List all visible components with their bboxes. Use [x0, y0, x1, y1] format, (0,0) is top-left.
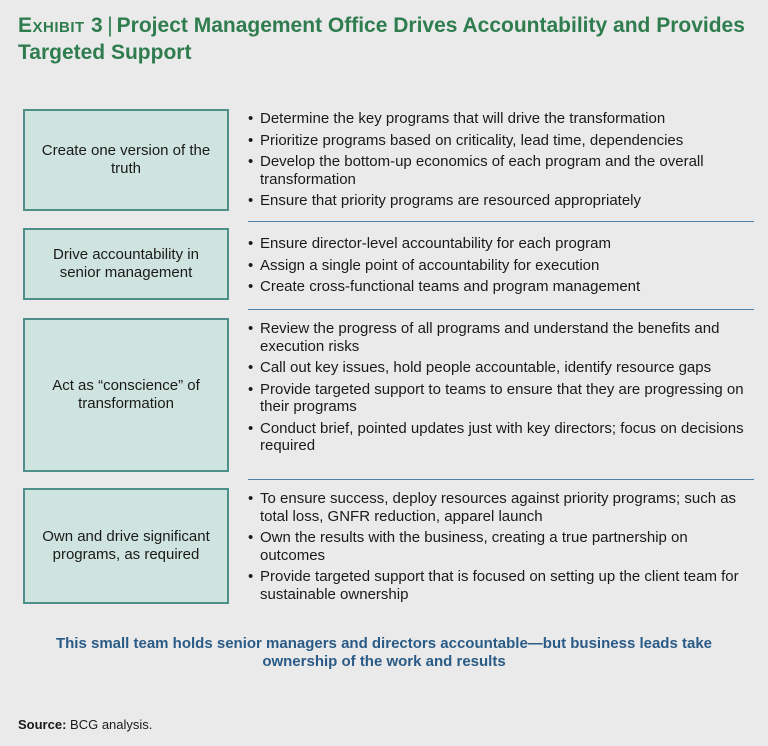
row-1-bullet-1: • Determine the key programs that will drive the transformation — [248, 110, 754, 128]
row-4-bullet-2: • Own the results with the business, creating a true partnership on outcomes — [248, 529, 754, 564]
row-4-bullet-1: • To ensure success, deploy resources against priority programs; such as total loss, GNFR reduction, apparel launch — [248, 490, 754, 525]
row-1-label: Create one version of the truth — [41, 142, 211, 177]
source-line — [18, 717, 152, 732]
row-divider-1 — [248, 221, 754, 222]
row-1-label-box — [23, 109, 229, 211]
exhibit-title-text: Project Management Office Drives Accountability and Provides Targeted Support — [18, 14, 745, 64]
summary-note: This small team holds senior managers and directors accountable—but business leads take ownership of the work and results — [55, 635, 713, 670]
row-2-bullet-1: • Ensure director-level accountability for each program — [248, 235, 754, 253]
exhibit-title — [18, 12, 748, 66]
source-label: Source: — [18, 717, 67, 732]
row-1-bullet-3: • Develop the bottom-up economics of each program and the overall transformation — [248, 153, 754, 188]
row-3-bullet-1: • Review the progress of all programs and understand the benefits and execution risks — [248, 320, 754, 355]
row-1-bullet-list — [248, 110, 754, 214]
row-1-bullet-4: • Ensure that priority programs are resourced appropriately — [248, 192, 754, 210]
exhibit-number: Exhibit 3 — [18, 14, 104, 37]
row-2-bullet-2: • Assign a single point of accountability for execution — [248, 257, 754, 275]
row-3-bullet-3: • Provide targeted support to teams to ensure that they are progressing on their programs — [248, 381, 754, 416]
row-divider-2 — [248, 309, 754, 310]
row-2-label-box — [23, 228, 229, 300]
title-separator: | — [107, 14, 113, 37]
row-4-bullet-list — [248, 490, 754, 607]
row-4-label-box — [23, 488, 229, 604]
row-divider-3 — [248, 479, 754, 480]
row-2-bullet-3: • Create cross-functional teams and program management — [248, 278, 754, 296]
source-text: BCG analysis. — [70, 717, 153, 732]
row-2-label: Drive accountability in senior management — [53, 246, 199, 281]
row-4-label: Own and drive significant programs, as required — [42, 528, 210, 563]
row-3-label: Act as “conscience” of transformation — [52, 377, 200, 412]
row-2-bullet-list — [248, 235, 754, 300]
row-1-bullet-2: • Prioritize programs based on criticality, lead time, dependencies — [248, 132, 754, 150]
row-3-bullet-4: • Conduct brief, pointed updates just with key directors; focus on decisions required — [248, 420, 754, 455]
row-4-bullet-3: • Provide targeted support that is focused on setting up the client team for sustainable ownership — [248, 568, 754, 603]
row-3-bullet-2: • Call out key issues, hold people accountable, identify resource gaps — [248, 359, 754, 377]
row-3-bullet-list — [248, 320, 754, 459]
row-3-label-box — [23, 318, 229, 472]
